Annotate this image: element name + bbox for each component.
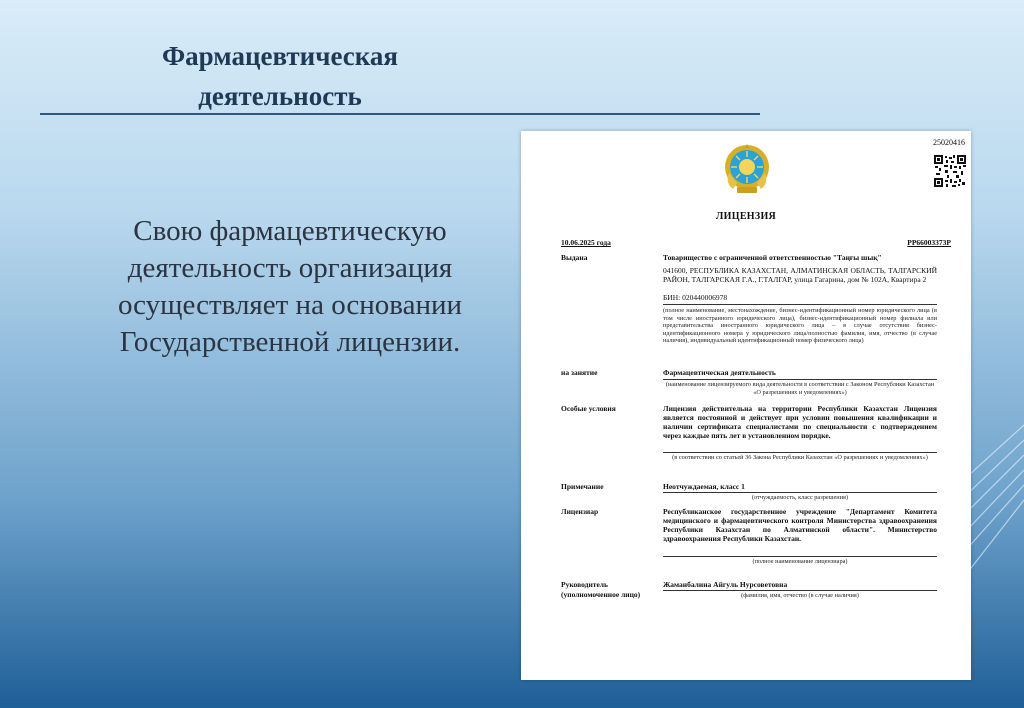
issued-address: 041600, РЕСПУБЛИКА КАЗАХСТАН, АЛМАТИНСКАЯ ОБЛАСТЬ, ТАЛГАРСКИЙ РАЙОН, ТАЛГАРСКАЯ Г.А., Г.ТАЛГАР, улица Гагарина, дом № 102А, Квартира 2 bbox=[663, 266, 937, 284]
head-label-line: (уполномоченное лицо) bbox=[561, 590, 641, 599]
divider-line bbox=[663, 590, 937, 591]
qr-code-icon bbox=[934, 155, 966, 187]
kazakhstan-emblem-icon bbox=[723, 143, 771, 195]
licensor-value: Республиканское государственное учреждение "Департамент Комитета медицинского и фармацевтического контроля Министерства здравоохранения Республики Казахстан по Алматинской области". Министерство здравоохранения Республики Казахстан. bbox=[663, 507, 937, 543]
issued-bin: БИН: 020440006978 bbox=[663, 293, 728, 302]
issued-hint: (полное наименование, местонахождение, бизнес-идентификационный номер юридического лица (в том числе иностранного юридического лица), бизнес-идентификационный номер филиала или представительства иностранного юридического лица – в случае отсутствия бизнес-идентификационного номера у юридического лица/полностью фамилия, имя, отчество (в случае наличия), индивидуальный идентификационный номер физического лица) bbox=[663, 307, 937, 345]
head-value: Жаманбалина Айгуль Нурсоветовна bbox=[663, 580, 788, 589]
licensor-hint: (полное наименование лицензиара) bbox=[752, 558, 848, 565]
document-number: 25020416 bbox=[933, 138, 965, 147]
issued-label: Выдана bbox=[561, 253, 588, 262]
head-hint: (фамилия, имя, отчество (в случае наличия) bbox=[741, 592, 859, 599]
body-line: осуществляет на основании bbox=[117, 289, 463, 321]
title-divider bbox=[40, 113, 760, 115]
body-line: Свою фармацевтическую bbox=[133, 215, 447, 247]
licensor-label: Лицензиар bbox=[561, 507, 599, 516]
license-document bbox=[521, 131, 971, 680]
activity-label: на занятие bbox=[561, 368, 598, 377]
slide-title bbox=[100, 36, 460, 116]
license-date: 10.06.2025 года bbox=[561, 238, 611, 247]
head-label-line: Руководитель bbox=[561, 580, 608, 589]
license-reg-number: PP66003373P bbox=[907, 238, 951, 247]
note-label: Примечание bbox=[561, 482, 604, 491]
divider-line bbox=[663, 452, 937, 453]
body-line: Государственной лицензии. bbox=[119, 326, 461, 358]
activity-value: Фармацевтическая деятельность bbox=[663, 368, 776, 377]
divider-line bbox=[663, 304, 937, 305]
activity-hint: (наименование лицензируемого вида деятельности в соответствии с Законом Республики Казахстан «О разрешениях и уведомлениях») bbox=[665, 381, 935, 396]
slide-body-text bbox=[80, 213, 500, 361]
head-label bbox=[561, 580, 640, 600]
divider-line bbox=[663, 492, 937, 493]
note-hint: (отчуждаемость, класс разрешения) bbox=[751, 494, 849, 501]
conditions-value: Лицензия действительна на территории Республики Казахстан Лицензия является постоянной и действует при условии повышения квалификации и наличии сертификата специалистами по специальности с подтверждением через каждые пять лет в установленном порядке. bbox=[663, 404, 937, 440]
conditions-hint: (в соответствии со статьей 36 Закона Республики Казахстан «О разрешениях и уведомлениях») bbox=[672, 454, 928, 461]
divider-line bbox=[663, 556, 937, 557]
license-title: ЛИЦЕНЗИЯ bbox=[715, 211, 777, 222]
body-line: деятельность организация bbox=[127, 252, 453, 284]
slide-title-line: деятельность bbox=[198, 81, 362, 111]
conditions-label: Особые условия bbox=[561, 404, 616, 413]
issued-name: Товарищество с ограниченной ответственностью "Таңғы шық" bbox=[663, 253, 882, 262]
slide-title-line: Фармацевтическая bbox=[161, 41, 399, 71]
note-value: Неотчуждаемая, класс 1 bbox=[663, 482, 745, 491]
divider-line bbox=[663, 379, 937, 380]
